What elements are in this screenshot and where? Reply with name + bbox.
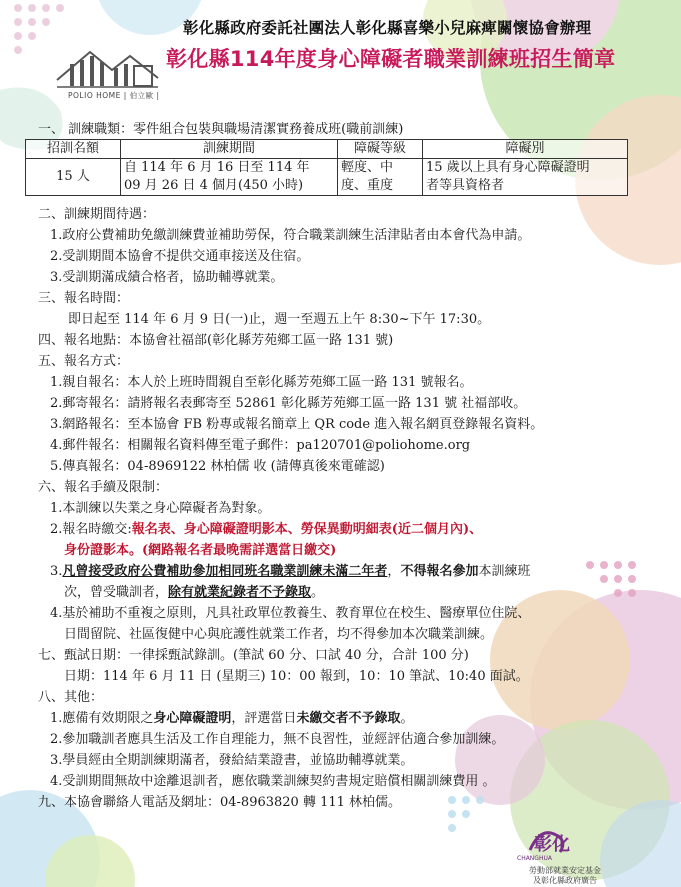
- table-header-row: [26, 140, 628, 159]
- list-item: 3.網路報名：至本協會 FB 粉專或報名簡章上 QR code 進入報名網頁登錄報名資料。: [50, 417, 544, 432]
- list-item: 4.受訓期間無故中途離退訓者，應依職業訓練契約書規定賠償相關訓練費用 。: [50, 774, 496, 789]
- page-title: 彰化縣114年度身心障礙者職業訓練班招生簡章: [166, 47, 616, 71]
- section-8-heading: 八、其他：: [38, 690, 104, 705]
- list-item: 3.凡曾接受政府公費補助參加相同班名職業訓練未滿二年者，不得報名參加本訓練班: [50, 564, 531, 579]
- level-cell: 輕度、中 度、重度: [338, 159, 423, 196]
- list-item: 2.郵寄報名：請將報名表郵寄至 52861 彰化縣芳苑鄉工區一路 131 號 社福部收。: [50, 396, 527, 411]
- emblem-text: 彰化: [534, 834, 570, 855]
- list-item: 2.參加職訓者應具生活及工作自理能力，無不良習性，並經評估適合參加訓練。: [50, 732, 505, 747]
- list-item: 4.基於補助不重複之原則，凡具社政單位教養生、教育單位在校生、醫療單位住院、: [50, 606, 531, 621]
- section-6-heading: 六、報名手續及限制：: [38, 480, 169, 495]
- section-3-heading: 三、報名時間：: [38, 291, 130, 306]
- section-1-heading: 一、 訓練職類：零件組合包裝與職場清潔實務養成班(職前訓練): [38, 122, 404, 137]
- list-item: 1.應備有效期限之身心障礙證明，評選當日未繳交者不予錄取。: [50, 711, 414, 726]
- table-header: 訓練期間: [121, 140, 338, 159]
- list-item-continuation: 次，曾受職訓者，除有就業紀錄者不予錄取。: [64, 585, 325, 600]
- section-7-heading: 七、甄試日期：一律採甄試錄訓。(筆試 60 分、口試 40 分，合計 100 分): [38, 648, 469, 663]
- footer-line-1: 勞動部就業安定基金: [529, 866, 601, 875]
- section-9-heading: 九、本協會聯絡人電話及網址：04-8963820 轉 111 林柏儒。: [38, 795, 402, 810]
- footer-line-2: 及彰化縣政府廣告: [533, 876, 597, 885]
- type-cell: 15 歲以上具有身心障礙證明 者等具資格者: [423, 159, 628, 196]
- section-4-heading: 四、報名地點：本協會社福部(彰化縣芳苑鄉工區一路 131 號): [38, 333, 394, 348]
- table-header: 障礙別: [423, 140, 628, 159]
- list-item: 3.學員經由全期訓練期滿者，發給結業證書，並協助輔導就業。: [50, 753, 414, 768]
- quota-cell: 15 人: [26, 159, 121, 196]
- organizer-line: 彰化縣政府委託社團法人彰化縣喜樂小兒麻痺關懷協會辦理: [183, 19, 592, 37]
- emblem-subtext: CHANGHUA: [517, 855, 552, 862]
- list-item: 1.本訓練以失業之身心障礙者為對象。: [50, 501, 271, 516]
- footer-sponsor: [515, 866, 615, 886]
- list-item: 2.受訓期間本協會不提供交通車接送及住宿。: [50, 249, 310, 264]
- list-item: 2.報名時繳交:報名表、身心障礙證明影本、勞保異動明細表(近二個月內)、: [50, 522, 483, 537]
- list-item: 1.親自報名：本人於上班時間親自至彰化縣芳苑鄉工區一路 131 號報名。: [50, 375, 473, 390]
- list-item-continuation: 身份證影本。(網路報名者最晚需詳選當日繳交): [64, 543, 337, 558]
- table-row: [26, 159, 628, 196]
- list-item: 5.傳真報名：04-8969122 林柏儒 收 (請傳真後來電確認): [50, 459, 385, 474]
- list-item-continuation: 日間留院、社區復健中心與庇護性就業工作者，均不得參加本次職業訓練。: [64, 627, 494, 642]
- list-item: 4.郵件報名：相關報名資料傳至電子郵件：pa120701@poliohome.org: [50, 438, 471, 453]
- logo-text: POLIO HOME | 伯立歐 |: [68, 91, 160, 100]
- table-header: 障礙等級: [338, 140, 423, 159]
- period-cell: 自 114 年 6 月 16 日至 114 年 09 月 26 日 4 個月(450 小時): [121, 159, 338, 196]
- list-item: 1.政府公費補助免繳訓練費並補助勞保，符合職業訓練生活津貼者由本會代為申請。: [50, 228, 531, 243]
- section-2-heading: 二、訓練期間待遇：: [38, 207, 156, 222]
- list-item: 3.受訓期滿成績合格者，協助輔導就業。: [50, 270, 284, 285]
- training-table: [25, 139, 628, 196]
- table-header: 招訓名額: [26, 140, 121, 159]
- list-item: 即日起至 114 年 6 月 9 日(一)止，週一至週五上午 8:30~下午 17:30。: [68, 312, 491, 327]
- list-item: 日期：114 年 6 月 11 日 (星期三) 10：00 報到，10：10 筆試、10:40 面試。: [64, 669, 529, 684]
- section-5-heading: 五、報名方式：: [38, 354, 130, 369]
